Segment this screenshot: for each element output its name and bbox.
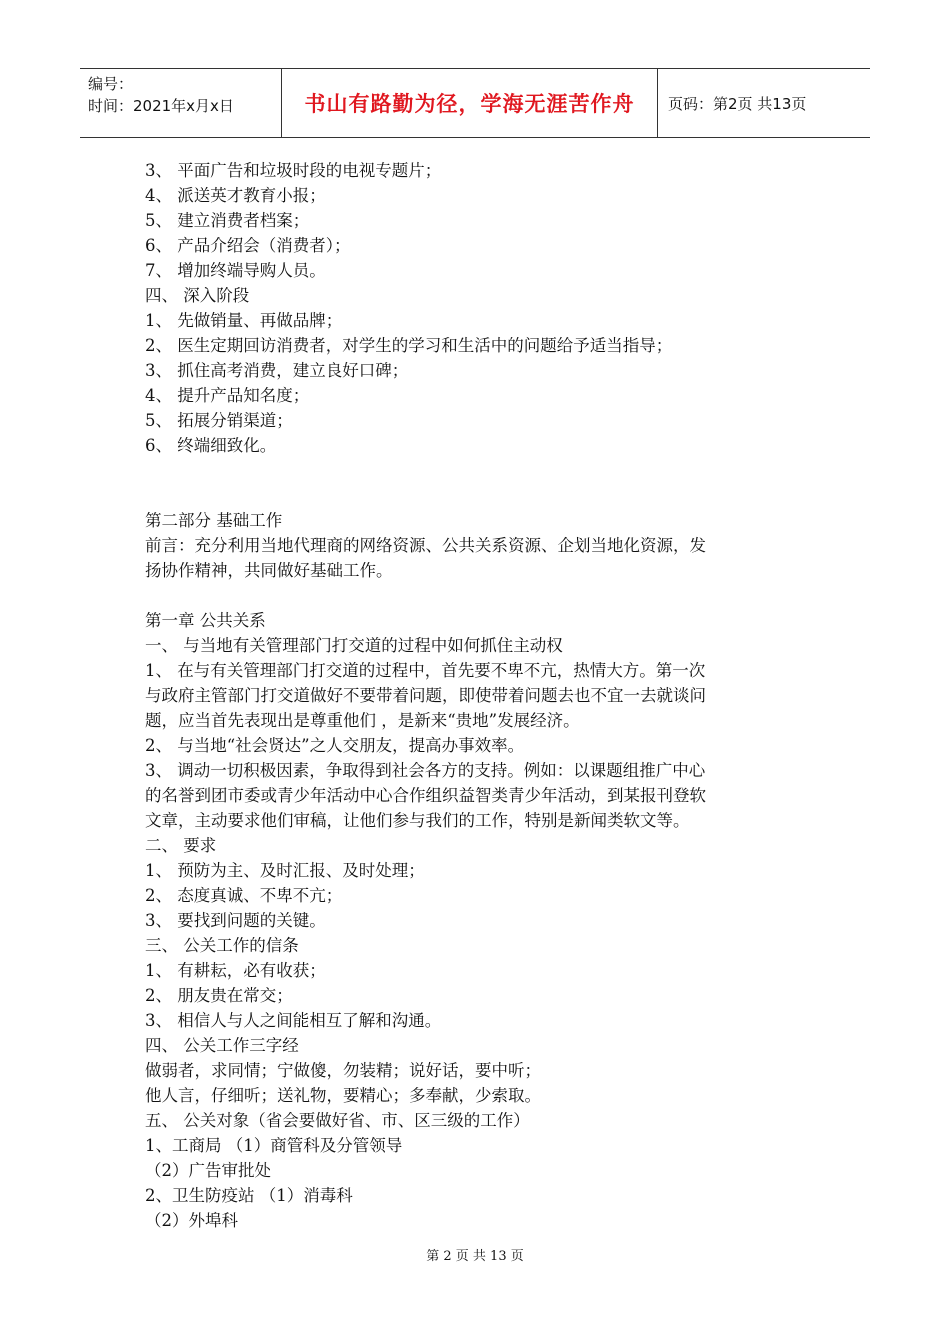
text-line: 3、 相信人与人之间能相互了解和沟通。 bbox=[145, 1011, 442, 1030]
text-line: 第二部分 基础工作 bbox=[145, 511, 283, 530]
text-line: 文章，主动要求他们审稿，让他们参与我们的工作，特别是新闻类软文等。 bbox=[145, 811, 690, 830]
text-line: 7、 增加终端导购人员。 bbox=[145, 261, 326, 280]
text-line: 2、 态度真诚、不卑不亢； bbox=[145, 886, 343, 905]
document-date-label: 时间：2021年x月x日 bbox=[88, 97, 234, 115]
text-line: 3、 平面广告和垃圾时段的电视专题片； bbox=[145, 161, 442, 180]
text-line: 1、 先做销量、再做品牌； bbox=[145, 311, 343, 330]
text-line: 的名誉到团市委或青少年活动中心合作组织益智类青少年活动，到某报刊登软 bbox=[145, 786, 706, 805]
text-line: 三、 公关工作的信条 bbox=[145, 936, 299, 955]
text-line: 3、 调动一切积极因素，争取得到社会各方的支持。例如：以课题组推广中心 bbox=[145, 761, 706, 780]
text-line: 2、 朋友贵在常交； bbox=[145, 986, 293, 1005]
header-page-info: 页码：第2页 共13页 bbox=[668, 94, 807, 113]
text-line: 2、卫生防疫站 （1）消毒科 bbox=[145, 1186, 353, 1205]
text-line: 1、 预防为主、及时汇报、及时处理； bbox=[145, 861, 425, 880]
header-motto: 书山有路勤为径，学海无涯苦作舟 bbox=[282, 69, 658, 137]
text-line: 他人言，仔细听；送礼物，要精心；多奉献，少索取。 bbox=[145, 1086, 541, 1105]
text-line: 题，应当首先表现出是尊重他们 ，是新来“贵地”发展经济。 bbox=[145, 711, 580, 730]
text-line: 前言：充分利用当地代理商的网络资源、公共关系资源、企划当地化资源，发 bbox=[145, 536, 706, 555]
text-line: 一、 与当地有关管理部门打交道的过程中如何抓住主动权 bbox=[145, 636, 563, 655]
blank-line bbox=[145, 483, 805, 508]
text-line: （2）广告审批处 bbox=[145, 1161, 271, 1180]
text-line: 二、 要求 bbox=[145, 836, 217, 855]
text-line: 扬协作精神，共同做好基础工作。 bbox=[145, 561, 393, 580]
text-line: 四、 公关工作三字经 bbox=[145, 1036, 299, 1055]
text-line: 做弱者，求同情；宁做傻，勿装精；说好话，要中听； bbox=[145, 1061, 541, 1080]
text-line: 6、 终端细致化。 bbox=[145, 436, 277, 455]
page-header bbox=[80, 68, 870, 138]
text-line: 1、 有耕耘，必有收获； bbox=[145, 961, 326, 980]
text-line: 5、 拓展分销渠道； bbox=[145, 411, 293, 430]
document-number-label: 编号： bbox=[88, 75, 134, 93]
text-line: 五、 公关对象（省会要做好省、市、区三级的工作） bbox=[145, 1111, 530, 1130]
document-body bbox=[145, 158, 805, 1233]
header-meta bbox=[80, 69, 282, 137]
page-footer: 第 2 页 共 13 页 bbox=[426, 1249, 524, 1264]
text-line: 第一章 公共关系 bbox=[145, 611, 266, 630]
text-line: 四、 深入阶段 bbox=[145, 286, 250, 305]
text-line: 3、 抓住高考消费，建立良好口碑； bbox=[145, 361, 409, 380]
text-line: 与政府主管部门打交道做好不要带着问题，即使带着问题去也不宜一去就谈问 bbox=[145, 686, 706, 705]
text-line: 4、 派送英才教育小报； bbox=[145, 186, 326, 205]
text-line: 6、 产品介绍会（消费者）； bbox=[145, 236, 351, 255]
text-line: 3、 要找到问题的关键。 bbox=[145, 911, 326, 930]
blank-line bbox=[145, 458, 805, 483]
blank-line bbox=[145, 583, 805, 608]
text-line: （2）外埠科 bbox=[145, 1211, 238, 1230]
text-line: 1、 在与有关管理部门打交道的过程中，首先要不卑不亢，热情大方。第一次 bbox=[145, 661, 706, 680]
text-line: 5、 建立消费者档案； bbox=[145, 211, 310, 230]
text-line: 2、 医生定期回访消费者，对学生的学习和生活中的问题给予适当指导； bbox=[145, 336, 673, 355]
text-line: 4、 提升产品知名度； bbox=[145, 386, 310, 405]
text-line: 1、工商局 （1）商管科及分管领导 bbox=[145, 1136, 403, 1155]
text-line: 2、 与当地“社会贤达”之人交朋友，提高办事效率。 bbox=[145, 736, 525, 755]
